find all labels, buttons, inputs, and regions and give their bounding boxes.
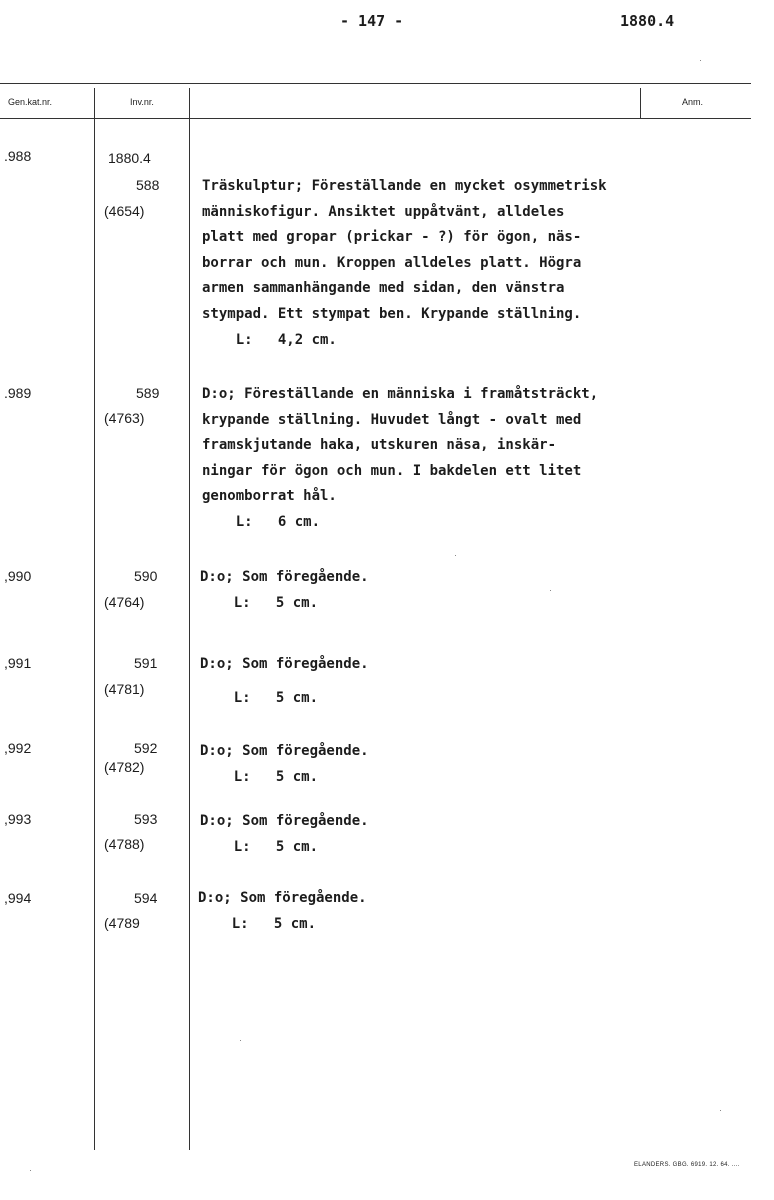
entry-description xyxy=(198,886,367,937)
description-line: D:o; Som föregående. xyxy=(200,743,369,759)
length-measurement: L: 5 cm. xyxy=(200,594,319,611)
length-measurement: L: 6 cm. xyxy=(202,513,321,530)
inv-number: 589 xyxy=(136,385,160,401)
gen-kat-number: .988 xyxy=(4,148,32,164)
column-divider-desc-anm xyxy=(640,88,641,118)
scan-speck xyxy=(30,1170,31,1171)
old-inv-number: (4782) xyxy=(104,759,145,775)
scan-speck xyxy=(550,590,551,591)
gen-kat-number: ,990 xyxy=(4,568,32,584)
old-inv-number: (4789 xyxy=(104,915,140,931)
column-header-inv: Inv.nr. xyxy=(130,97,154,107)
length-measurement: L: 5 cm. xyxy=(200,768,319,785)
column-header-anm: Anm. xyxy=(682,97,704,107)
inv-year-header: 1880.4 xyxy=(108,150,151,166)
description-line: D:o; Som föregående. xyxy=(200,813,369,829)
description-line: D:o; Som föregående. xyxy=(200,656,369,672)
description-line: stympad. Ett stympat ben. Krypande ställning. xyxy=(202,305,582,322)
printer-imprint: ELANDERS. GBG. 6919. 12. 64. .... xyxy=(634,1162,740,1168)
description-line: borrar och mun. Kroppen alldeles platt. Högra xyxy=(202,254,582,271)
entry-description xyxy=(202,382,598,536)
header-top-rule xyxy=(0,83,751,84)
gen-kat-number: .989 xyxy=(4,385,32,401)
year-reference: 1880.4 xyxy=(620,12,675,30)
scan-speck xyxy=(240,1040,241,1041)
description-line: D:o; Som föregående. xyxy=(200,569,369,585)
entry-description xyxy=(200,565,369,616)
old-inv-number: (4763) xyxy=(104,410,145,426)
gen-kat-number: ,994 xyxy=(4,890,32,906)
description-line: genomborrat hål. xyxy=(202,488,337,505)
entry-description xyxy=(202,174,607,353)
gen-kat-number: ,991 xyxy=(4,655,32,671)
old-inv-number: (4788) xyxy=(104,836,145,852)
header-bottom-rule xyxy=(0,118,751,119)
old-inv-number: (4654) xyxy=(104,203,145,219)
gen-kat-number: ,993 xyxy=(4,811,32,827)
scan-speck xyxy=(700,60,701,61)
description-line: armen sammanhängande med sidan, den vänstra xyxy=(202,280,565,297)
length-measurement: L: 5 cm. xyxy=(198,915,317,932)
column-divider-gen-inv xyxy=(94,88,95,1150)
old-inv-number: (4764) xyxy=(104,594,145,610)
inv-number: 588 xyxy=(136,177,160,193)
inv-number: 593 xyxy=(134,811,158,827)
description-line: framskjutande haka, utskuren näsa, inskär- xyxy=(202,437,557,454)
description-line: krypande ställning. Huvudet långt - ovalt med xyxy=(202,411,582,428)
inv-number: 592 xyxy=(134,740,158,756)
scan-speck xyxy=(720,1110,721,1111)
length-measurement: L: 4,2 cm. xyxy=(202,331,337,348)
entry-description xyxy=(200,739,369,790)
entry-description xyxy=(200,652,369,711)
inv-number: 591 xyxy=(134,655,158,671)
description-spacer xyxy=(200,678,369,686)
page-number: - 147 - xyxy=(340,12,404,30)
gen-kat-number: ,992 xyxy=(4,740,32,756)
description-line: människofigur. Ansiktet uppåtvänt, alldeles xyxy=(202,203,565,220)
inv-number: 590 xyxy=(134,568,158,584)
old-inv-number: (4781) xyxy=(104,681,145,697)
description-line: platt med gropar (prickar - ?) för ögon, näs- xyxy=(202,229,582,246)
column-header-gen-kat: Gen.kat.nr. xyxy=(8,97,53,107)
description-line: Träskulptur; Föreställande en mycket osymmetrisk xyxy=(202,178,607,194)
scan-speck xyxy=(455,555,456,556)
length-measurement: L: 5 cm. xyxy=(200,689,319,706)
description-line: ningar för ögon och mun. I bakdelen ett litet xyxy=(202,462,582,479)
column-divider-inv-desc xyxy=(189,88,190,1150)
description-line: D:o; Som föregående. xyxy=(198,890,367,906)
description-line: D:o; Föreställande en människa i framåtsträckt, xyxy=(202,386,599,402)
length-measurement: L: 5 cm. xyxy=(200,838,319,855)
entry-description xyxy=(200,809,369,860)
inv-number: 594 xyxy=(134,890,158,906)
